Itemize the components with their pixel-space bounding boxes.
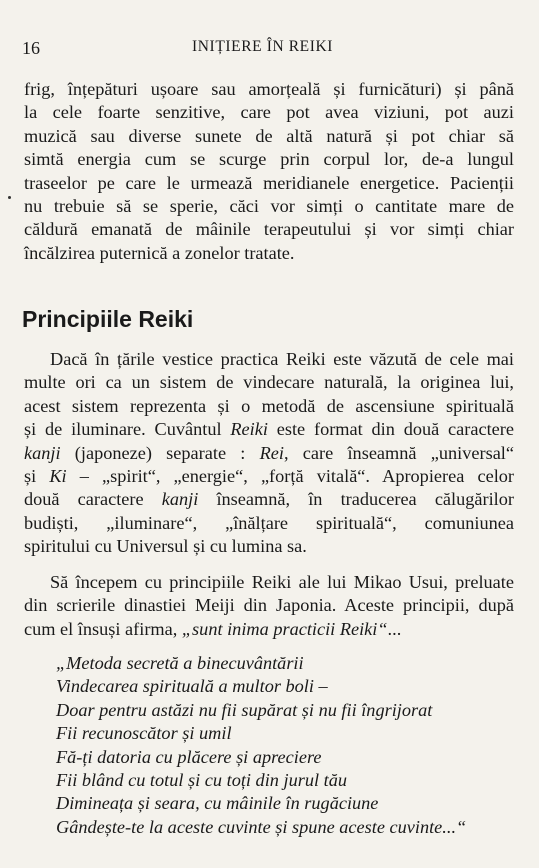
text-line xyxy=(24,618,514,641)
text-line: multe ori ca un sistem de vindecare naturală, la originea lui, xyxy=(24,372,514,393)
text-line: simtă energia cum se scurge prin corpul lor, de-a lungul xyxy=(24,149,514,170)
italic-term: kanji xyxy=(24,442,61,463)
text-line xyxy=(24,465,514,488)
text-run: cum el însuși afirma, xyxy=(24,618,182,639)
principle-line: Dimineața și seara, cu mâinile în rugăciune xyxy=(56,793,379,814)
text-run: ... xyxy=(387,618,402,639)
reiki-principles-quote xyxy=(56,652,526,839)
text-line: nu trebuie să se sperie, căci vor simți o cantitate mare de xyxy=(24,196,514,217)
italic-quote: „sunt inima practicii Reiki“ xyxy=(181,618,388,639)
text-line xyxy=(24,442,514,465)
text-line: Să începem cu principiile Reiki ale lui Mikao Usui, preluate xyxy=(50,572,514,592)
text-line: traseelor pe care le urmează meridianele energetice. Pacienții xyxy=(24,172,514,193)
text-line: spiritului cu Universul și cu lumina sa. xyxy=(24,536,307,557)
text-line: muzică sau diverse sunete de altă natură și pot chiar să xyxy=(24,125,514,146)
text-run: două caractere xyxy=(24,489,162,510)
text-run: înseamnă, în traducerea călugărilor xyxy=(198,489,514,510)
text-line: căldură emanată de mâinile terapeutului și vor simți chiar xyxy=(24,219,514,240)
text-run: (japoneze) separate : xyxy=(60,442,260,463)
paragraph-continuation xyxy=(24,78,514,265)
principle-line: Vindecarea spirituală a multor boli – xyxy=(56,676,328,697)
text-line: încălzirea puternică a zonelor tratate. xyxy=(24,242,295,263)
principle-line: Fii blând cu totul și cu toți din jurul tău xyxy=(56,770,347,791)
text-line xyxy=(24,488,514,511)
page-number: 16 xyxy=(22,38,40,58)
text-run: , care înseamnă „universal“ xyxy=(284,442,514,463)
paragraph-principles-intro xyxy=(24,348,514,559)
principle-line: Doar pentru astăzi nu fii supărat și nu fii îngrijorat xyxy=(56,699,433,720)
text-line: din scrierile dinastiei Meiji din Japonia. Aceste principii, după xyxy=(24,595,514,616)
italic-term: Rei xyxy=(259,442,284,463)
paragraph-usui xyxy=(24,571,514,641)
page-header xyxy=(22,38,519,60)
text-run: și de iluminare. Cuvântul xyxy=(24,419,231,440)
italic-term: Reiki xyxy=(230,419,268,440)
text-run: și xyxy=(24,466,50,487)
text-line: frig, înțepături ușoare sau amorțeală și furnicături) și până xyxy=(24,79,514,99)
principle-line: „Metoda secretă a binecuvântării xyxy=(56,653,304,673)
text-line: acest sistem reprezenta și o metodă de ascensiune spirituală xyxy=(24,395,514,416)
text-run: – „spirit“, „energie“, „forță vitală“. Apropierea celor xyxy=(66,466,515,487)
text-line xyxy=(24,418,514,441)
italic-term: kanji xyxy=(161,489,199,510)
section-heading: Principiile Reiki xyxy=(22,306,194,332)
text-line: Dacă în țările vestice practica Reiki este văzută de cele mai xyxy=(50,349,514,369)
italic-term: Ki xyxy=(49,466,67,487)
principle-line: Fii recunoscător și umil xyxy=(56,723,232,744)
text-line: budiști, „iluminare“, „înălțare spirituală“, comuniunea xyxy=(24,512,514,533)
principle-line: Gândește-te la aceste cuvinte și spune aceste cuvinte...“ xyxy=(56,816,467,837)
margin-speck xyxy=(8,196,11,199)
text-line: la cele foarte senzitive, care pot avea viziuni, pot auzi xyxy=(24,102,514,123)
principle-line: Fă-ți datoria cu plăcere și apreciere xyxy=(56,746,322,767)
running-title: INIȚIERE ÎN REIKI xyxy=(192,38,334,55)
text-run: este format din două caractere xyxy=(267,419,514,440)
